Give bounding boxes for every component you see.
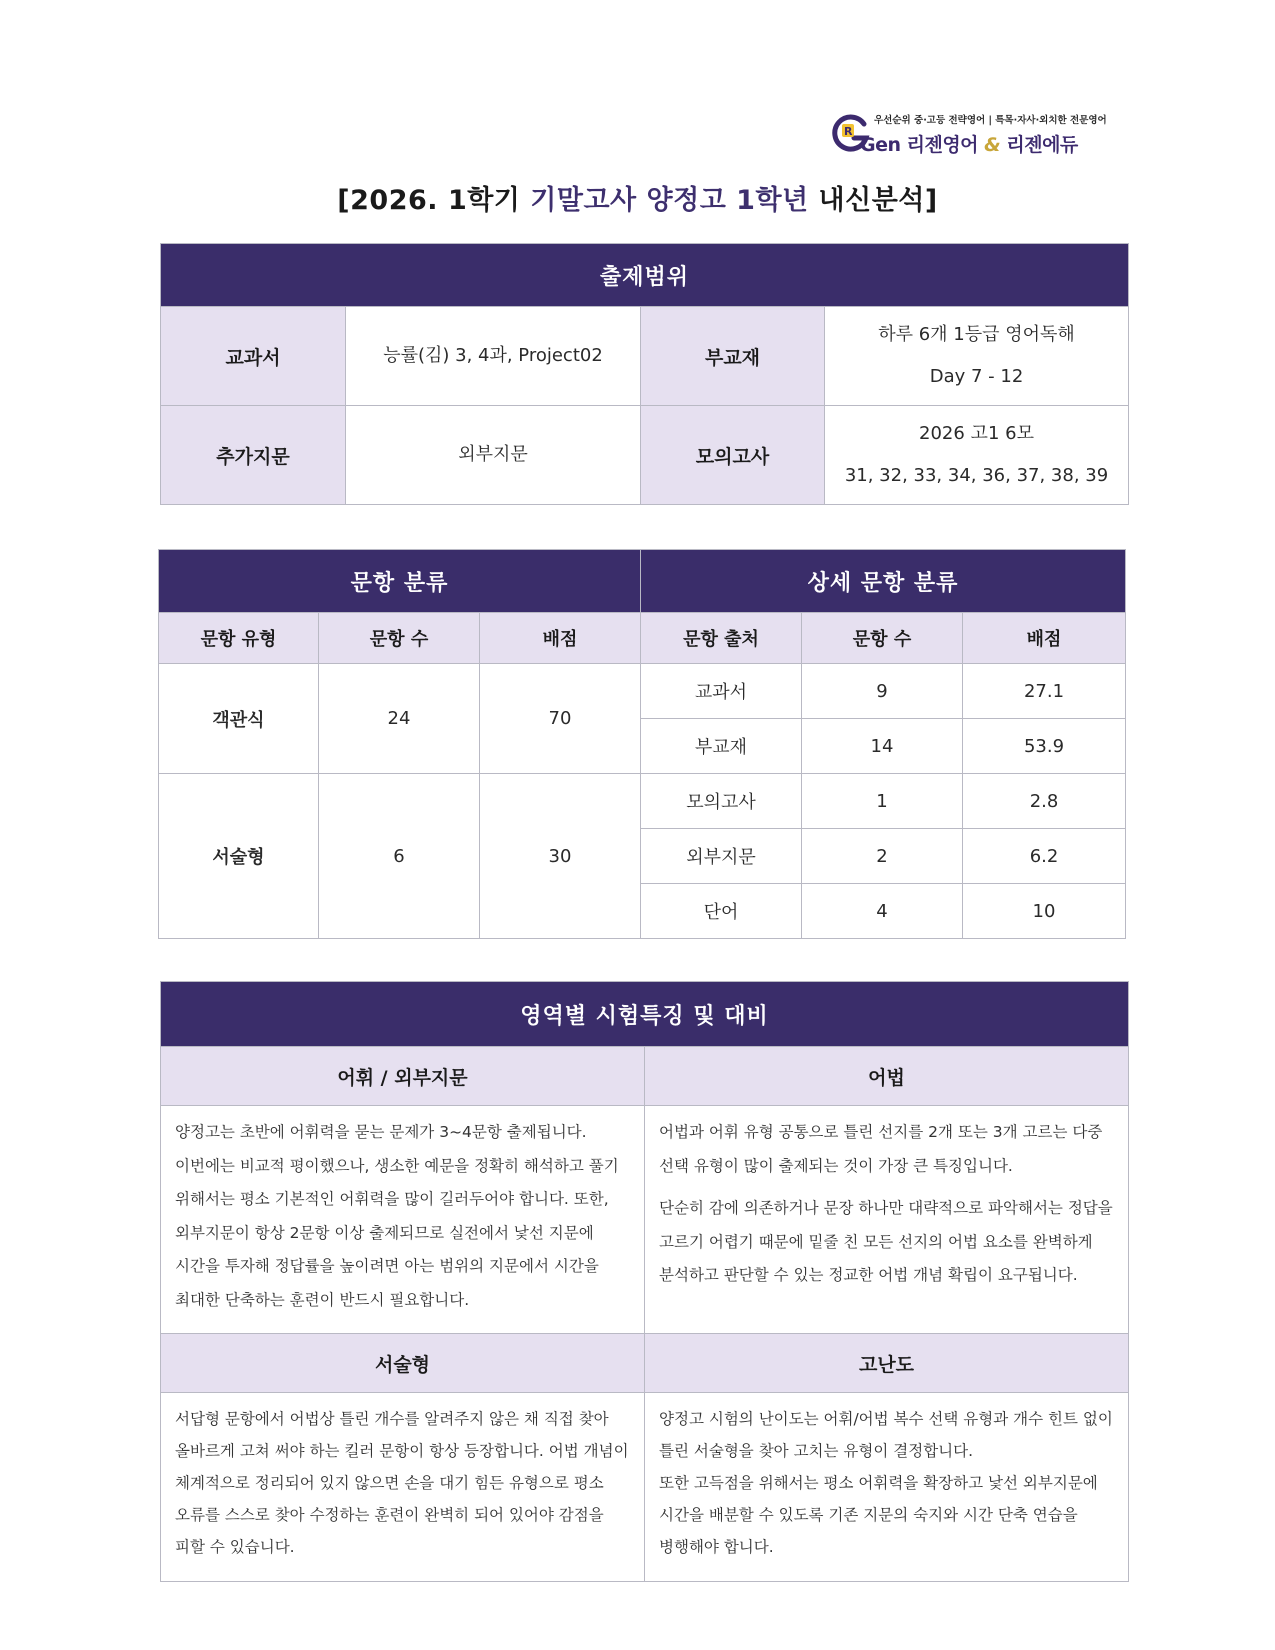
scope-label-extra: 추가지문 xyxy=(161,406,346,505)
scope-value-mock xyxy=(825,406,1129,505)
logo-ampersand: & xyxy=(984,134,1001,156)
source-count-cell: 9 xyxy=(802,664,963,719)
feature-text-vocab xyxy=(161,1106,645,1334)
svg-text:R: R xyxy=(844,125,853,138)
source-score-cell: 2.8 xyxy=(963,774,1126,829)
source-count-cell: 1 xyxy=(802,774,963,829)
feature-text-difficulty xyxy=(645,1393,1129,1582)
classification-header-right: 상세 문항 분류 xyxy=(641,550,1126,613)
brand-logo xyxy=(830,108,1120,158)
column-header: 배점 xyxy=(963,613,1126,664)
feature-text-grammar xyxy=(645,1106,1129,1334)
type-count-cell: 24 xyxy=(319,664,480,774)
feature-text-writing xyxy=(161,1393,645,1582)
features-header: 영역별 시험특징 및 대비 xyxy=(161,982,1129,1047)
title-part2: 내신분석] xyxy=(808,185,938,216)
source-cell: 단어 xyxy=(641,884,802,939)
feature-title-writing: 서술형 xyxy=(161,1334,645,1393)
scope-value-textbook: 능률(김) 3, 4과, Project02 xyxy=(346,307,641,406)
grammar-paragraph-1: 어법과 어휘 유형 공통으로 틀린 선지를 2개 또는 3개 고르는 다중 선택 유형이 많이 출제되는 것이 가장 큰 특징입니다. xyxy=(659,1123,1103,1175)
type-cell: 서술형 xyxy=(159,774,319,939)
logo-tagline: 우선순위 중·고등 전략영어 | 특목·자사·외치한 전문영어 xyxy=(874,115,1107,126)
scope-value-supplement xyxy=(825,307,1129,406)
scope-supplement-line2: Day 7 - 12 xyxy=(929,366,1024,387)
source-count-cell: 4 xyxy=(802,884,963,939)
source-cell: 교과서 xyxy=(641,664,802,719)
source-cell: 외부지문 xyxy=(641,829,802,884)
feature-title-vocab: 어휘 / 외부지문 xyxy=(161,1047,645,1106)
column-header: 문항 출처 xyxy=(641,613,802,664)
exam-features-table xyxy=(160,981,1129,1582)
source-count-cell: 2 xyxy=(802,829,963,884)
type-cell: 객관식 xyxy=(159,664,319,774)
scope-supplement-line1: 하루 6개 1등급 영어독해 xyxy=(878,324,1075,345)
scope-header: 출제범위 xyxy=(161,244,1129,307)
question-classification-table xyxy=(158,549,1126,939)
source-count-cell: 14 xyxy=(802,719,963,774)
scope-mock-line1: 2026 고1 6모 xyxy=(919,423,1034,444)
scope-label-mock: 모의고사 xyxy=(641,406,825,505)
difficulty-paragraph-1: 양정고 시험의 난이도는 어휘/어법 복수 선택 유형과 개수 힌트 없이 틀린 서술형을 찾아 고치는 유형이 결정합니다. xyxy=(659,1410,1113,1460)
source-score-cell: 53.9 xyxy=(963,719,1126,774)
exam-scope-table xyxy=(160,243,1129,505)
type-score-cell: 70 xyxy=(480,664,641,774)
type-score-cell: 30 xyxy=(480,774,641,939)
source-score-cell: 27.1 xyxy=(963,664,1126,719)
classification-header-left: 문항 분류 xyxy=(159,550,641,613)
column-header: 문항 유형 xyxy=(159,613,319,664)
title-highlight: 기말고사 양정고 1학년 xyxy=(530,185,809,216)
logo-name-part1: Gen 리젠영어 xyxy=(860,134,979,156)
source-cell: 모의고사 xyxy=(641,774,802,829)
column-header: 문항 수 xyxy=(802,613,963,664)
source-score-cell: 6.2 xyxy=(963,829,1126,884)
feature-title-grammar: 어법 xyxy=(645,1047,1129,1106)
column-header: 문항 수 xyxy=(319,613,480,664)
grammar-paragraph-2: 단순히 감에 의존하거나 문장 하나만 대략적으로 파악해서는 정답을 고르기 어렵기 때문에 밑줄 친 모든 선지의 어법 요소를 완벽하게 분석하고 판단할 수 있는 정교한 어법 개념 확립이 요구됩니다. xyxy=(659,1199,1113,1284)
title-part1: [2026. 1학기 xyxy=(337,185,531,216)
logo-name-part2: 리젠에듀 xyxy=(1006,134,1078,156)
column-header: 배점 xyxy=(480,613,641,664)
scope-label-supplement: 부교재 xyxy=(641,307,825,406)
difficulty-paragraph-2: 또한 고득점을 위해서는 평소 어휘력을 확장하고 낯선 외부지문에 시간을 배분할 수 있도록 기존 지문의 숙지와 시간 단축 연습을 병행해야 합니다. xyxy=(659,1474,1098,1556)
scope-mock-line2: 31, 32, 33, 34, 36, 37, 38, 39 xyxy=(844,465,1109,486)
type-count-cell: 6 xyxy=(319,774,480,939)
feature-title-difficulty: 고난도 xyxy=(645,1334,1129,1393)
logo-name xyxy=(860,130,1078,157)
vocab-paragraph: 양정고는 초반에 어휘력을 묻는 문제가 3~4문항 출제됩니다. 이번에는 비교적 평이했으나, 생소한 예문을 정확히 해석하고 풀기 위해서는 평소 기본적인 어휘력을 많이 길러두어야 합니다. 또한, 외부지문이 항상 2문항 이상 출제되므로 실전에서 낯선 지문에 시간을 투자해 정답률을 높이려면 아는 범위의 지문에서 시간을 최대한 단축하는 훈련이 반드시 필요합니다. xyxy=(175,1123,619,1309)
scope-value-extra: 외부지문 xyxy=(346,406,641,505)
writing-paragraph: 서답형 문항에서 어법상 틀린 개수를 알려주지 않은 채 직접 찾아 올바르게 고쳐 써야 하는 킬러 문항이 항상 등장합니다. 어법 개념이 체계적으로 정리되어 있지 않으면 손을 대기 힘든 유형으로 평소 오류를 스스로 찾아 수정하는 훈련이 완벽히 되어 있어야 감점을 피할 수 있습니다. xyxy=(175,1410,629,1556)
source-score-cell: 10 xyxy=(963,884,1126,939)
scope-label-textbook: 교과서 xyxy=(161,307,346,406)
source-cell: 부교재 xyxy=(641,719,802,774)
document-title xyxy=(0,178,1275,217)
